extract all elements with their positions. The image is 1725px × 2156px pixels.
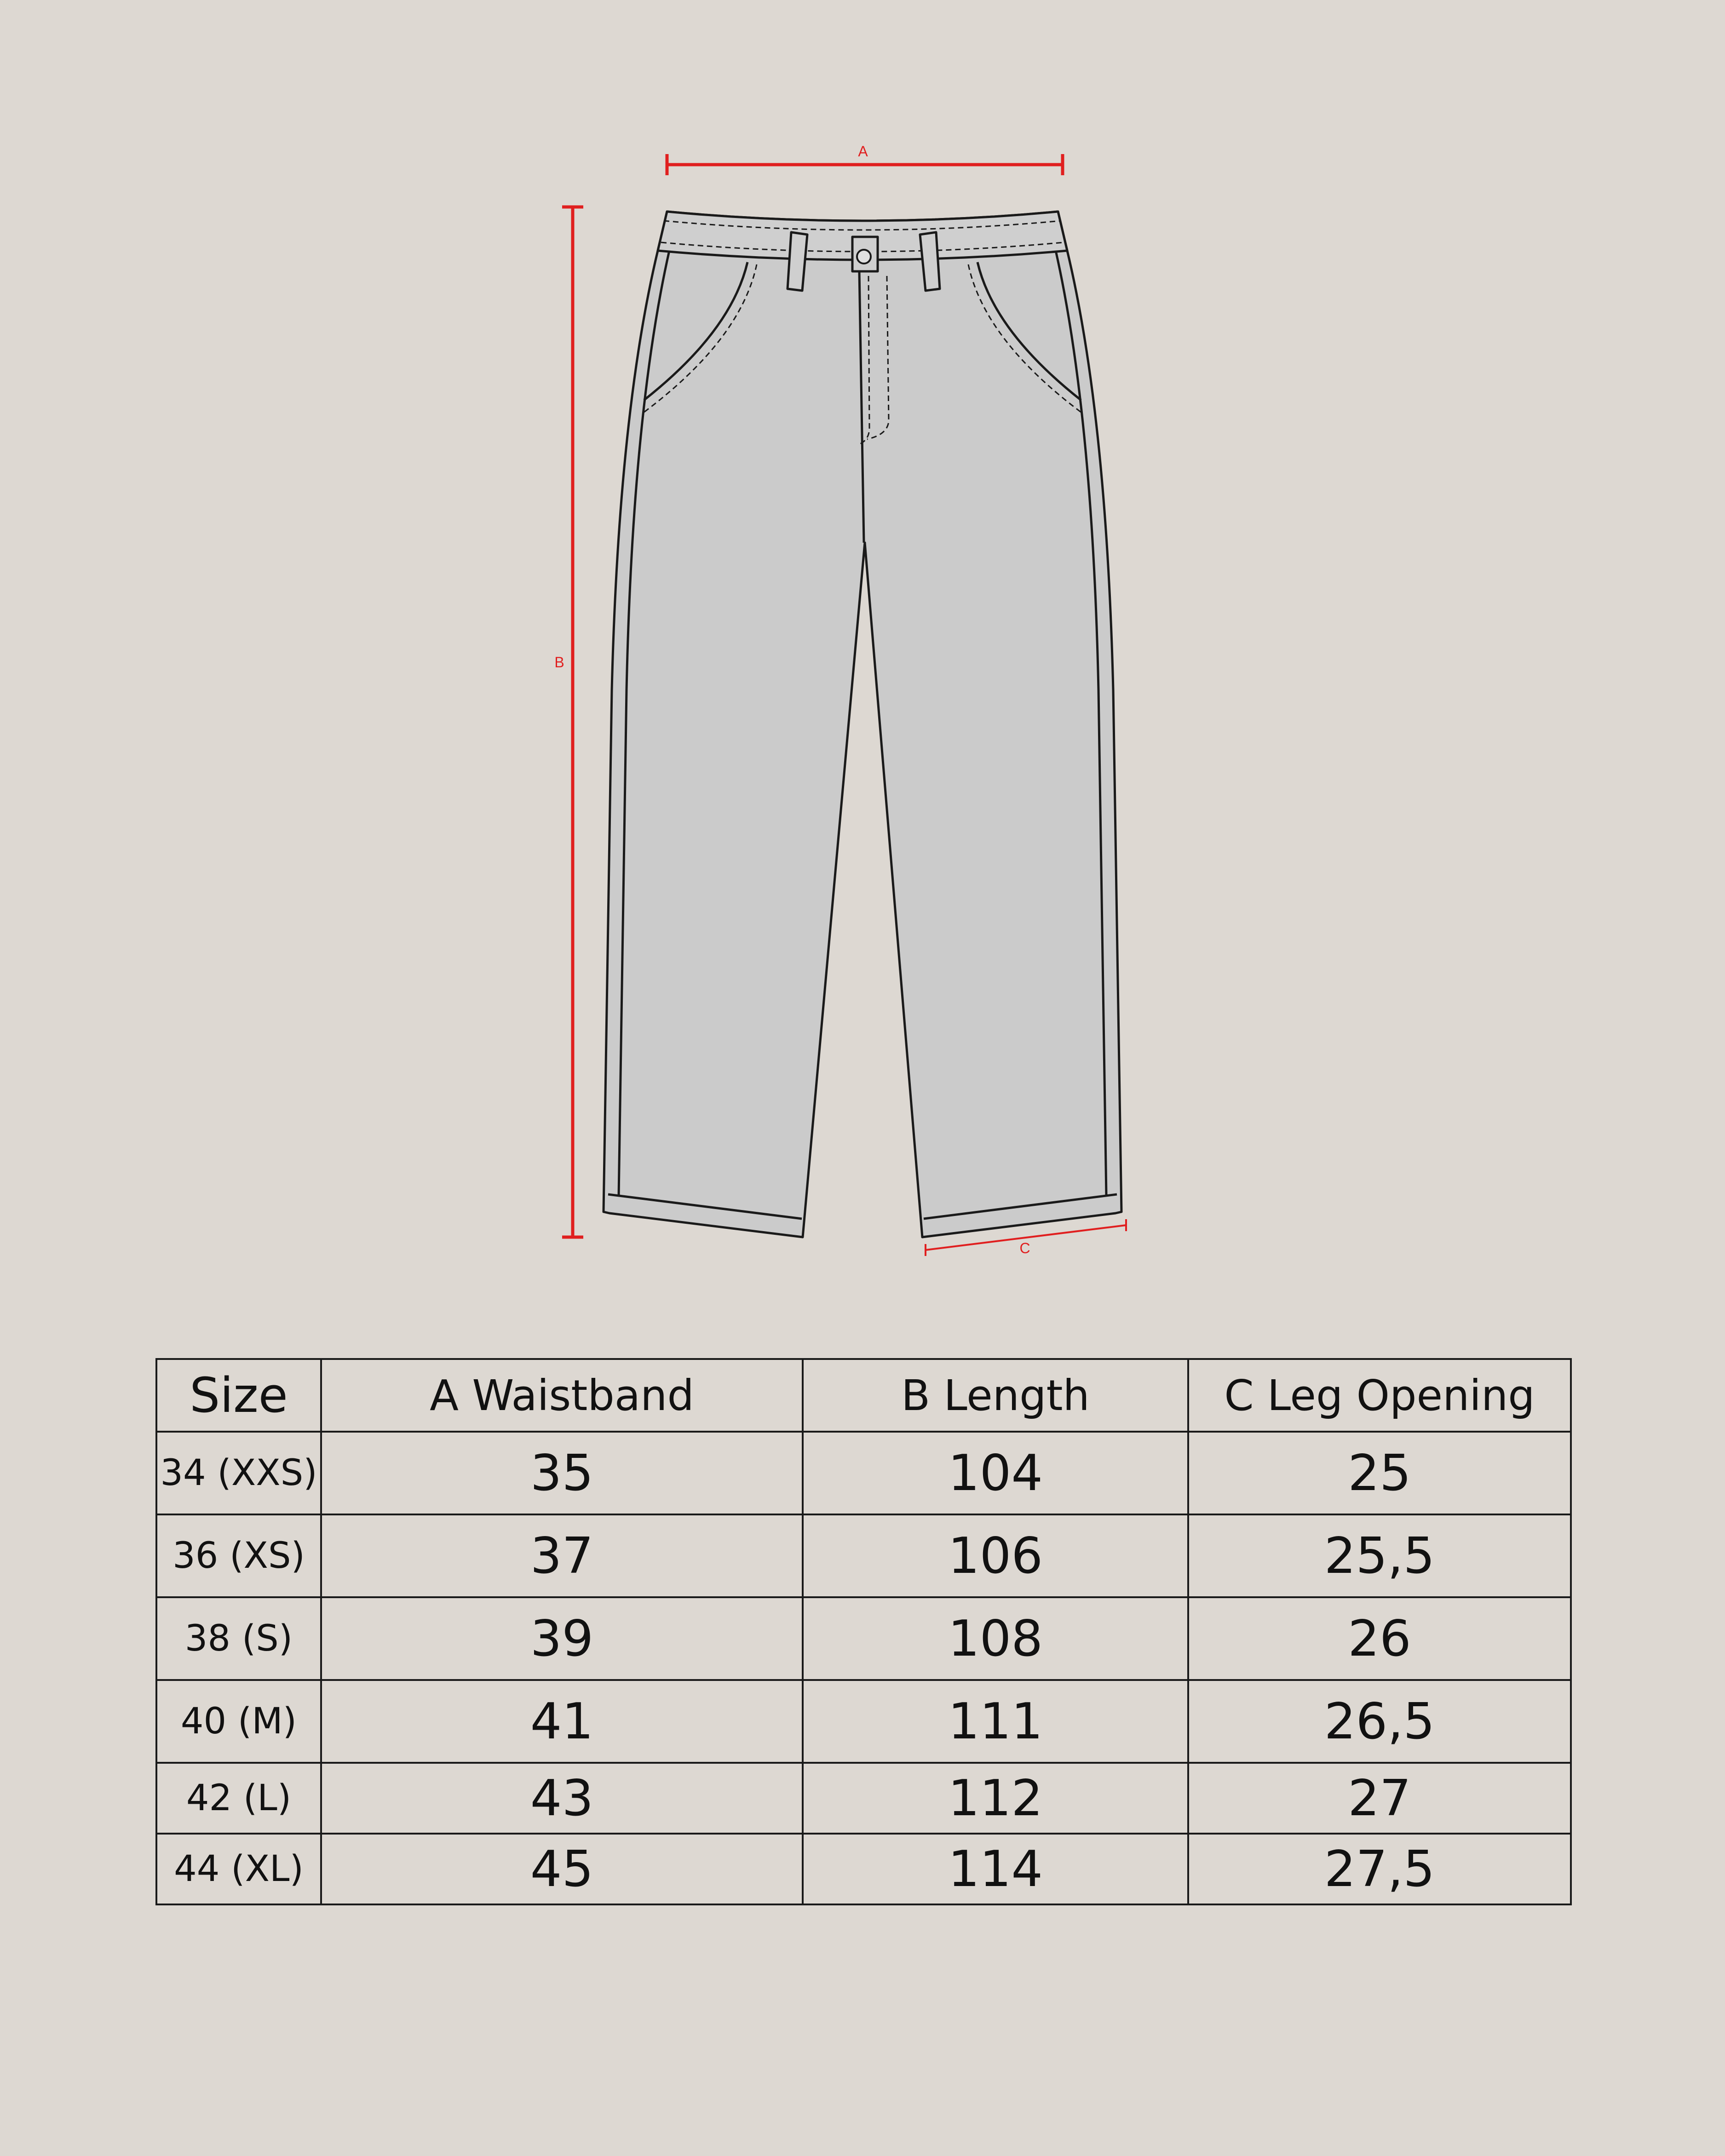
trousers-body <box>604 212 1121 1237</box>
size-table <box>155 1358 1572 1905</box>
cell-waistband: 41 <box>321 1680 803 1763</box>
button <box>857 250 871 264</box>
table-row <box>156 1680 1571 1763</box>
cell-length: 104 <box>803 1432 1188 1514</box>
header-length: B Length <box>803 1359 1188 1432</box>
cell-size: 38 (S) <box>156 1597 321 1680</box>
measure-b-line <box>562 207 583 1237</box>
cell-waistband: 39 <box>321 1597 803 1680</box>
trousers-illustration <box>604 212 1121 1237</box>
cell-length: 106 <box>803 1514 1188 1597</box>
table-row <box>156 1514 1571 1597</box>
table-row <box>156 1834 1571 1904</box>
cell-waistband: 45 <box>321 1834 803 1904</box>
cell-leg-opening: 27,5 <box>1188 1834 1571 1904</box>
cell-waistband: 37 <box>321 1514 803 1597</box>
cell-size: 42 (L) <box>156 1763 321 1834</box>
cell-leg-opening: 26,5 <box>1188 1680 1571 1763</box>
table-row <box>156 1597 1571 1680</box>
cell-leg-opening: 27 <box>1188 1763 1571 1834</box>
header-leg-opening: C Leg Opening <box>1188 1359 1571 1432</box>
cell-length: 111 <box>803 1680 1188 1763</box>
cell-size: 40 (M) <box>156 1680 321 1763</box>
table-header-row <box>156 1359 1571 1432</box>
measure-a-label: A <box>858 143 868 160</box>
cell-waistband: 43 <box>321 1763 803 1834</box>
cell-waistband: 35 <box>321 1432 803 1514</box>
table-row <box>156 1763 1571 1834</box>
cell-size: 44 (XL) <box>156 1834 321 1904</box>
cell-leg-opening: 25,5 <box>1188 1514 1571 1597</box>
cell-length: 112 <box>803 1763 1188 1834</box>
header-waistband: A Waistband <box>321 1359 803 1432</box>
header-size: Size <box>156 1359 321 1432</box>
cell-length: 108 <box>803 1597 1188 1680</box>
cell-size: 36 (XS) <box>156 1514 321 1597</box>
table-row <box>156 1432 1571 1514</box>
measure-b-label: B <box>554 654 564 671</box>
cell-leg-opening: 26 <box>1188 1597 1571 1680</box>
cell-length: 114 <box>803 1834 1188 1904</box>
measure-c-label: C <box>1019 1240 1030 1256</box>
cell-leg-opening: 25 <box>1188 1432 1571 1514</box>
cell-size: 34 (XXS) <box>156 1432 321 1514</box>
